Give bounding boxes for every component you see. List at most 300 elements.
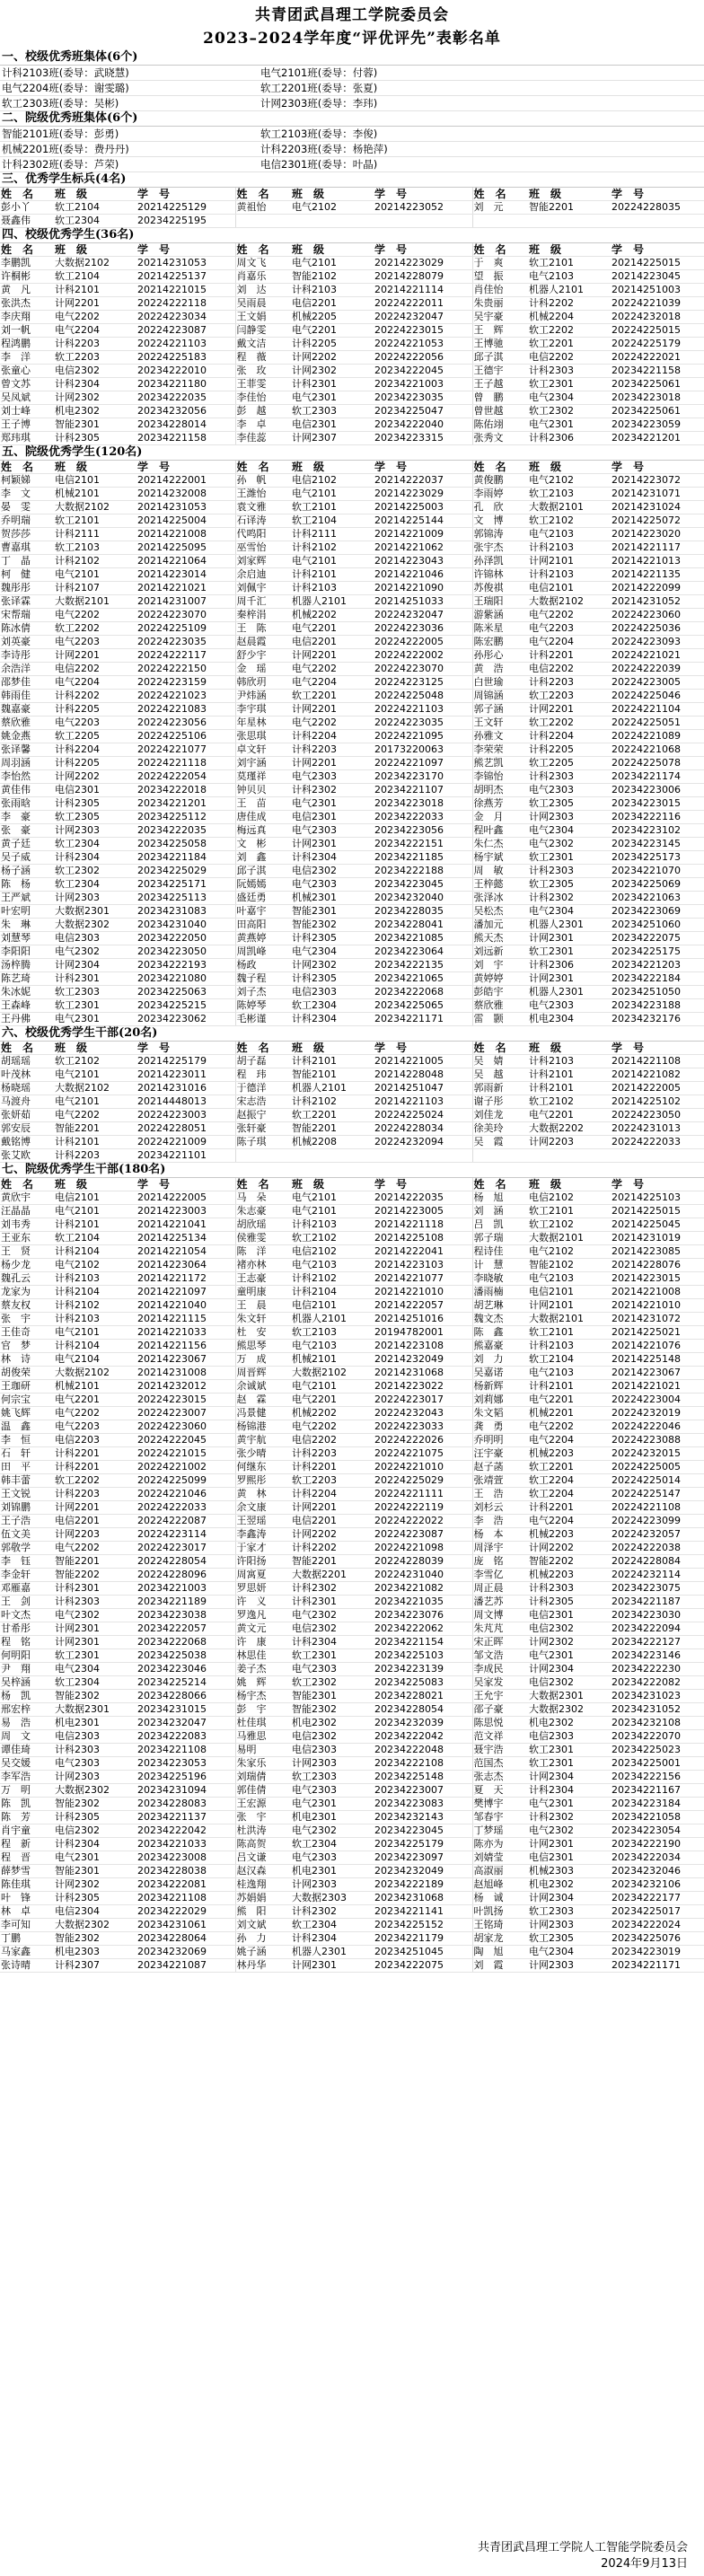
cell-student-id: 20234225173 (611, 851, 704, 865)
table-row (0, 501, 704, 514)
cell-name: 叶宏明 (0, 905, 54, 919)
cell-name: 田高阳 (235, 919, 291, 932)
table-row (0, 1609, 704, 1622)
table-row (0, 986, 704, 999)
cell-name: 赵振宁 (235, 1109, 291, 1122)
cell-name: 吴子威 (0, 851, 54, 865)
cell-name: 刘瑞倩 (235, 1771, 291, 1784)
cell-name: 张妍茹 (0, 1109, 54, 1122)
cell-class: 电气2304 (291, 945, 374, 959)
class-entry: 计科2302班(委导：芦荣) (0, 157, 259, 172)
cell-student-id: 20234222075 (374, 1959, 472, 1973)
cell-class: 软工2202 (54, 1474, 136, 1488)
cell-student-id: 20224228084 (611, 1555, 704, 1569)
cell-class: 计科2202 (291, 1542, 374, 1555)
cell-student-id: 20234222082 (611, 1676, 704, 1690)
cell-class: 大数据2303 (291, 1892, 374, 1905)
cell-student-id: 20214251003 (611, 284, 704, 297)
cell-name: 胡瑶瑶 (0, 1055, 54, 1068)
column-header-name: 姓 名 (472, 1042, 528, 1055)
cell-class: 软工2301 (528, 945, 611, 959)
cell-student-id: 20234223145 (611, 838, 704, 851)
cell-student-id: 20214231068 (374, 1367, 472, 1380)
class-entry: 计科2203班(委导：杨艳萍) (259, 142, 485, 157)
cell-student-id: 20214228076 (611, 1259, 704, 1272)
cell-student-id: 20214222005 (611, 1082, 704, 1095)
cell-student-id: 20224221103 (374, 703, 472, 717)
cell-class: 电气2102 (54, 1259, 136, 1272)
cell-class: 计科2201 (528, 1501, 611, 1515)
cell-name: 李金轩 (0, 1569, 54, 1582)
cell-class: 软工2103 (528, 488, 611, 501)
cell-class: 电气2201 (528, 1394, 611, 1407)
cell-student-id: 20214232049 (374, 1353, 472, 1367)
cell-class: 机械2301 (291, 892, 374, 905)
cell-name: 李 文 (0, 488, 54, 501)
cell-name: 周凯峰 (235, 945, 291, 959)
cell-student-id: 20214223029 (374, 488, 472, 501)
table-row (0, 391, 704, 405)
cell-student-id: 20224221068 (611, 743, 704, 757)
cell-name: 曾世越 (472, 405, 528, 418)
cell-student-id (374, 215, 472, 228)
class-entry: 软工2103班(委导：李俊) (259, 127, 485, 142)
cell-class: 机电2303 (54, 1946, 136, 1959)
cell-name: 林丹华 (235, 1959, 291, 1973)
cell-name: 尹炜涵 (235, 690, 291, 703)
cell-student-id: 20224223005 (611, 676, 704, 690)
section-title: 四、校级优秀学生(36名) (0, 228, 704, 243)
cell-student-id: 20214221114 (374, 284, 472, 297)
cell-class: 电气2302 (528, 1824, 611, 1838)
table-row (0, 1784, 704, 1798)
cell-student-id: 20224221083 (136, 703, 235, 717)
cell-student-id: 20234223018 (374, 797, 472, 811)
cell-student-id: 20224225147 (611, 1488, 704, 1501)
cell-student-id: 20224222045 (136, 1434, 235, 1447)
cell-class: 智能2201 (54, 1555, 136, 1569)
table-row (0, 945, 704, 959)
table-row (0, 905, 704, 919)
cell-student-id: 20224232057 (611, 1528, 704, 1542)
cell-name: 周 敏 (472, 865, 528, 878)
class-entry: 电气2204班(委导：谢雯璐) (0, 81, 259, 96)
cell-name: 黄子廷 (0, 838, 54, 851)
cell-name: 邹春宇 (472, 1811, 528, 1824)
cell-class: 计科2205 (291, 338, 374, 351)
cell-student-id: 20234223008 (136, 1851, 235, 1865)
cell-class: 电气2103 (528, 1367, 611, 1380)
cell-name: 李诗彤 (0, 649, 54, 663)
class-list (0, 66, 704, 111)
cell-class: 电气2201 (291, 622, 374, 636)
section-title: 六、校级优秀学生干部(20名) (0, 1026, 704, 1042)
cell-name: 戴文洁 (235, 338, 291, 351)
cell-name: 丁鹏 (0, 1932, 54, 1946)
column-header-student-id: 学 号 (374, 1042, 472, 1055)
column-header-name: 姓 名 (235, 243, 291, 257)
cell-name: 王瑞阳 (472, 595, 528, 609)
cell-student-id: 20224221046 (136, 1488, 235, 1501)
cell-student-id: 20234225148 (374, 1771, 472, 1784)
cell-name: 王子博 (0, 418, 54, 432)
cell-student-id: 20224221010 (374, 1461, 472, 1474)
cell-class: 电气2202 (291, 717, 374, 730)
cell-name: 叶凯扬 (472, 1905, 528, 1919)
cell-class: 软工2202 (528, 324, 611, 338)
cell-student-id: 20214221033 (136, 1326, 235, 1340)
cell-student-id (374, 1149, 472, 1163)
cell-class: 软工2104 (528, 1353, 611, 1367)
cell-name: 赵子菡 (472, 1461, 528, 1474)
table-row (0, 1542, 704, 1555)
cell-name: 王菲雯 (235, 378, 291, 391)
cell-student-id: 20224228034 (374, 1122, 472, 1136)
cell-student-id: 20214222099 (611, 582, 704, 595)
cell-student-id: 20214225021 (611, 1326, 704, 1340)
cell-name: 何继东 (235, 1461, 291, 1474)
table-row (0, 1892, 704, 1905)
cell-student-id: 20224223070 (374, 663, 472, 676)
cell-class: 智能2301 (291, 905, 374, 919)
cell-name: 熊嘉豪 (472, 1340, 528, 1353)
cell-student-id: 20234225152 (374, 1919, 472, 1932)
column-header-student-id: 学 号 (611, 1042, 704, 1055)
cell-student-id: 20224223088 (611, 1434, 704, 1447)
table-row (0, 1205, 704, 1218)
section-excellent-cadres-school (0, 1026, 704, 1163)
cell-class: 电气2303 (291, 1784, 374, 1798)
cell-class: 计科2111 (54, 528, 136, 541)
cell-student-id: 20234228014 (136, 418, 235, 432)
cell-student-id: 20234225171 (136, 878, 235, 892)
table-row (0, 1959, 704, 1973)
cell-class: 机器人2101 (291, 595, 374, 609)
table-row (0, 555, 704, 568)
cell-student-id: 20224232043 (374, 1407, 472, 1420)
table-row (0, 568, 704, 582)
cell-name: 姚 辉 (235, 1676, 291, 1690)
cell-name: 石译涛 (235, 514, 291, 528)
cell-student-id: 20234222108 (374, 1757, 472, 1771)
header-row (0, 1042, 704, 1055)
cell-student-id: 20234232056 (136, 405, 235, 418)
cell-class: 电气2301 (528, 418, 611, 432)
cell-class: 计科2104 (54, 1340, 136, 1353)
cell-student-id: 20234223006 (611, 784, 704, 797)
cell-class: 计科2103 (54, 1272, 136, 1286)
cell-class: 计科2202 (528, 297, 611, 311)
cell-class: 电信2302 (291, 1622, 374, 1636)
cell-name: 程鸿鹏 (0, 338, 54, 351)
cell-student-id: 20234225196 (136, 1771, 235, 1784)
cell-student-id: 20234223018 (611, 391, 704, 405)
cell-name: 邵子豪 (472, 1703, 528, 1717)
cell-class: 软工2101 (528, 1326, 611, 1340)
cell-student-id: 20214221046 (374, 568, 472, 582)
cell-name: 薛梦雪 (0, 1865, 54, 1878)
cell-name: 李 卓 (235, 418, 291, 432)
cell-name: 韩雨佳 (0, 690, 54, 703)
cell-class: 电气2301 (291, 1798, 374, 1811)
cell-name: 王子浩 (0, 1515, 54, 1528)
cell-student-id: 20234222135 (374, 959, 472, 972)
table-row (0, 418, 704, 432)
cell-class: 计科2306 (528, 959, 611, 972)
cell-student-id: 20224221111 (374, 1488, 472, 1501)
cell-class: 计网2201 (54, 1501, 136, 1515)
cell-name: 许阳扬 (235, 1555, 291, 1569)
cell-student-id: 20214225179 (136, 1055, 235, 1068)
cell-name: 王翌瑶 (235, 1515, 291, 1528)
cell-name: 彭 越 (235, 405, 291, 418)
cell-class: 电气2203 (54, 717, 136, 730)
cell-name: 王梓懿 (472, 878, 528, 892)
table-row (0, 270, 704, 284)
cell-class: 计科2103 (291, 1218, 374, 1232)
cell-name: 王允宇 (472, 1690, 528, 1703)
cell-name: 陈高贺 (235, 1838, 291, 1851)
cell-name: 陈子琪 (235, 1136, 291, 1149)
cell-name: 李锦怡 (472, 770, 528, 784)
cell-name: 唐佳成 (235, 811, 291, 824)
column-header-student-id: 学 号 (611, 461, 704, 474)
cell-class: 智能2302 (291, 1703, 374, 1717)
cell-name: 钟贝贝 (235, 784, 291, 797)
cell-name: 杨宇杰 (235, 1690, 291, 1703)
cell-student-id: 20234221167 (611, 1784, 704, 1798)
cell-class: 计网2301 (528, 1838, 611, 1851)
cell-name: 丁梦瑶 (472, 1824, 528, 1838)
cell-class: 计科2203 (291, 743, 374, 757)
table-row (0, 1838, 704, 1851)
cell-class: 电气2202 (528, 1420, 611, 1434)
header-row (0, 243, 704, 257)
cell-class: 计科2304 (291, 851, 374, 865)
cell-class: 计科2301 (291, 378, 374, 391)
cell-name: 吴 越 (472, 1068, 528, 1082)
cell-student-id: 20214228079 (374, 270, 472, 284)
cell-class: 电信2202 (291, 1434, 374, 1447)
cell-student-id: 20214231071 (611, 488, 704, 501)
cell-class: 计网2304 (528, 1771, 611, 1784)
cell-class: 计网2303 (528, 1919, 611, 1932)
cell-class: 软工2305 (528, 878, 611, 892)
column-header-name: 姓 名 (0, 1042, 54, 1055)
cell-name: 程 晋 (0, 1851, 54, 1865)
cell-student-id: 20234222189 (374, 1878, 472, 1892)
table-row (0, 1596, 704, 1609)
cell-student-id: 20234231083 (136, 905, 235, 919)
cell-class: 电气2101 (291, 488, 374, 501)
cell-student-id: 20214221090 (374, 582, 472, 595)
cell-student-id: 20234222035 (136, 391, 235, 405)
cell-name: 王严斌 (0, 892, 54, 905)
cell-class: 计科2304 (54, 378, 136, 391)
cell-student-id: 20234225214 (136, 1676, 235, 1690)
table-row (0, 257, 704, 270)
cell-student-id: 20214225045 (611, 1218, 704, 1232)
table-row (0, 1272, 704, 1286)
cell-student-id: 20224222150 (136, 663, 235, 676)
cell-student-id: 20194782001 (374, 1326, 472, 1340)
cell-name: 罗思妍 (235, 1582, 291, 1596)
cell-student-id: 20214221009 (374, 528, 472, 541)
cell-name: 杜洪涛 (235, 1824, 291, 1838)
cell-student-id: 20224223087 (136, 324, 235, 338)
cell-class: 计科2102 (291, 1095, 374, 1109)
cell-student-id: 20234223045 (374, 1824, 472, 1838)
cell-student-id: 20224222056 (374, 351, 472, 365)
class-entry (485, 96, 704, 111)
cell-name: 吴凤斌 (0, 391, 54, 405)
cell-student-id: 20214223043 (374, 555, 472, 568)
cell-name: 熊天杰 (472, 932, 528, 945)
cell-name: 周 文 (0, 1730, 54, 1744)
cell-name: 周羽涵 (0, 757, 54, 770)
cell-class: 软工2201 (528, 338, 611, 351)
cell-name: 张靖萱 (472, 1474, 528, 1488)
cell-class: 大数据2101 (528, 1313, 611, 1326)
cell-name: 王宏源 (235, 1798, 291, 1811)
cell-class: 计网2201 (291, 757, 374, 770)
cell-class: 智能2201 (54, 1122, 136, 1136)
cell-class: 软工2201 (291, 1109, 374, 1122)
column-header-class: 班 级 (54, 1178, 136, 1191)
cell-name: 陈米星 (472, 622, 528, 636)
cell-student-id: 20214221076 (611, 1340, 704, 1353)
column-header-student-id: 学 号 (611, 1178, 704, 1191)
table-row (0, 1380, 704, 1394)
cell-name: 王 贤 (0, 1245, 54, 1259)
cell-name: 杨少龙 (0, 1259, 54, 1272)
cell-student-id: 20224225014 (611, 1474, 704, 1488)
cell-name: 潘艺苏 (472, 1596, 528, 1609)
cell-class: 电信2302 (291, 1730, 374, 1744)
cell-class: 大数据2301 (54, 905, 136, 919)
cell-student-id: 20234222184 (611, 972, 704, 986)
cell-student-id: 20234222070 (611, 1730, 704, 1744)
cell-student-id: 20224221095 (374, 730, 472, 743)
cell-student-id: 20234222083 (136, 1730, 235, 1744)
cell-name: 周锦涵 (472, 690, 528, 703)
cell-name: 王志豪 (235, 1272, 291, 1286)
cell-class: 软工2301 (528, 378, 611, 391)
cell-student-id: 20234232040 (374, 892, 472, 905)
cell-student-id: 20234232049 (374, 1865, 472, 1878)
cell-class: 电气2103 (528, 528, 611, 541)
cell-class: 计科2201 (291, 1461, 374, 1474)
cell-student-id: 20214221013 (611, 555, 704, 568)
cell-class: 电信2303 (54, 1730, 136, 1744)
cell-name: 袁文雅 (235, 501, 291, 514)
cell-student-id: 20214223011 (136, 1068, 235, 1082)
cell-student-id: 20234225175 (611, 945, 704, 959)
table-row (0, 743, 704, 757)
cell-student-id: 20224222039 (611, 663, 704, 676)
table-row (0, 1811, 704, 1824)
cell-name: 杨 旭 (472, 1191, 528, 1205)
cell-name: 张 豪 (0, 824, 54, 838)
cell-name: 胡欣瑶 (235, 1218, 291, 1232)
cell-class: 电气2201 (291, 324, 374, 338)
cell-name: 计 慧 (472, 1259, 528, 1272)
cell-class: 大数据2301 (54, 1703, 136, 1717)
cell-class: 电气2204 (54, 324, 136, 338)
cell-student-id: 20234225001 (611, 1757, 704, 1771)
cell-class: 机械2202 (291, 609, 374, 622)
cell-class: 计科2203 (54, 1149, 136, 1163)
cell-class: 软工2104 (54, 270, 136, 284)
cell-name: 张思琪 (235, 730, 291, 743)
cell-student-id: 20234223054 (611, 1824, 704, 1838)
cell-name: 朱志豪 (235, 1205, 291, 1218)
cell-name: 黄 林 (235, 1488, 291, 1501)
cell-student-id: 20224225179 (611, 338, 704, 351)
cell-name: 李可知 (0, 1919, 54, 1932)
cell-name: 张洪杰 (0, 297, 54, 311)
column-header-name: 姓 名 (235, 461, 291, 474)
column-header-class: 班 级 (528, 1042, 611, 1055)
column-header-class: 班 级 (54, 188, 136, 201)
cell-student-id: 20224221075 (374, 1447, 472, 1461)
cell-name: 乔明瑞 (0, 514, 54, 528)
cell-class: 大数据2101 (528, 501, 611, 514)
cell-student-id: 20234221201 (611, 432, 704, 445)
cell-name: 樊博宇 (472, 1798, 528, 1811)
cell-student-id: 20234225113 (136, 892, 235, 905)
cell-class: 大数据2301 (528, 1690, 611, 1703)
cell-class: 电信2101 (291, 1299, 374, 1313)
cell-student-id: 20234225112 (136, 811, 235, 824)
cell-student-id: 20224225051 (611, 717, 704, 730)
cell-student-id: 20214221118 (374, 1218, 472, 1232)
cell-name: 李 洋 (0, 351, 54, 365)
cell-class: 电信2102 (528, 1191, 611, 1205)
cell-class: 计科2101 (54, 284, 136, 297)
cell-class: 电信2202 (528, 663, 611, 676)
cell-class: 软工2101 (528, 257, 611, 270)
cell-name: 李佳蕊 (235, 432, 291, 445)
cell-class: 计科2101 (291, 568, 374, 582)
cell-name: 刘宇涵 (235, 757, 291, 770)
roster-table (0, 188, 704, 228)
column-header-student-id: 学 号 (374, 243, 472, 257)
cell-class: 电信2303 (54, 932, 136, 945)
cell-class: 软工2205 (54, 730, 136, 743)
cell-student-id: 20224221103 (136, 338, 235, 351)
cell-student-id: 20224221009 (136, 1136, 235, 1149)
cell-student-id: 20234221171 (611, 1959, 704, 1973)
cell-class: 计科2303 (528, 865, 611, 878)
cell-class: 软工2303 (54, 986, 136, 999)
cell-class: 电气2302 (291, 1824, 374, 1838)
table-row (0, 1082, 704, 1095)
cell-name: 何明阳 (0, 1649, 54, 1663)
cell-class: 软工2102 (54, 1055, 136, 1068)
cell-class: 计科2305 (54, 1811, 136, 1824)
cell-name: 邹文浩 (472, 1649, 528, 1663)
cell-student-id: 20214221135 (611, 568, 704, 582)
cell-class: 机械2204 (528, 311, 611, 324)
cell-class: 计科2204 (528, 730, 611, 743)
cell-class: 计网2201 (291, 1501, 374, 1515)
cell-student-id: 20234221003 (374, 378, 472, 391)
cell-class: 智能2102 (528, 1259, 611, 1272)
cell-name: 杨晓瑶 (0, 1082, 54, 1095)
cell-class: 计网2303 (54, 1771, 136, 1784)
cell-class: 软工2301 (54, 999, 136, 1013)
